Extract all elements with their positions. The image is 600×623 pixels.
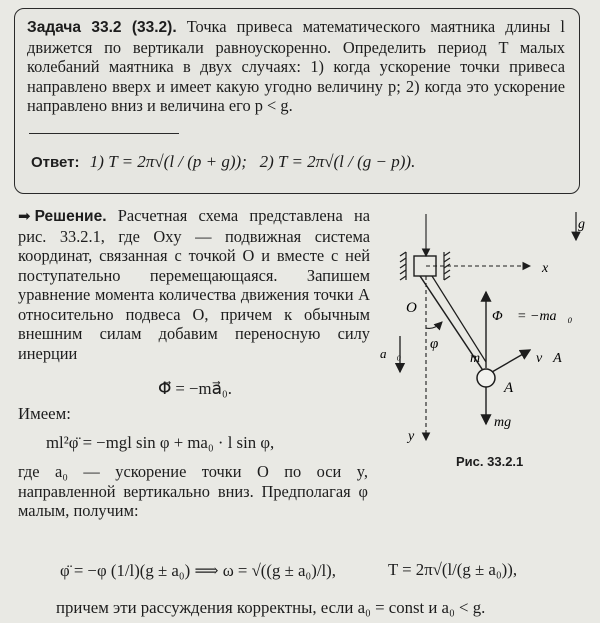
answer-case-2: 2) T = 2π√(l / (g − p)). (259, 152, 416, 171)
result-formula-omega: φ̈ = −φ (1/l)(g ± a₀) ⟹ ω = √((g ± a₀)/l), (60, 561, 336, 580)
figure-caption: Рис. 33.2.1 (456, 454, 524, 469)
pendulum-figure (380, 200, 596, 450)
weight-label: mg⃗ (494, 415, 522, 430)
moment-equation: ml²φ̈ = −mgl sin φ + ma₀ · l sin φ, (46, 433, 275, 452)
x-axis-label: x (542, 261, 549, 276)
solution-arrow-icon: ➡ (18, 207, 31, 225)
pendulum-rod-2 (432, 276, 486, 362)
where-paragraph: где a₀ — ускорение точки O по оси y, направленной вертикально вниз. Предполагая φ малым, получим: (18, 462, 368, 520)
gravity-label: g⃗ (578, 217, 596, 232)
angle-label: φ (430, 336, 439, 352)
velocity-arrow (492, 350, 530, 372)
answer-label: Ответ: (31, 154, 80, 171)
answer-case-1: 1) T = 2π√(l / (p + g)); (89, 152, 247, 171)
conclusion-text: причем эти рассуждения корректны, если a₀ = const и a₀ < g. (56, 598, 486, 617)
problem-box (14, 8, 580, 194)
point-label: A (504, 380, 514, 396)
have-label: Имеем: (18, 404, 71, 423)
result-formula-period: T = 2π√(l/(g ± a₀)), (388, 560, 518, 579)
acceleration-label: a⃗₀ (380, 346, 402, 361)
origin-label: O (406, 300, 417, 316)
problem-text: Точка привеса математического маятника длины l движется по вертикали равноускоренно. Определить период T малых колебаний маятника в двух случаях: 1) когда ускорение точки привеса направлено вверх и имеет какую угодно величину p; 2) когда это ускорение направлено вниз и величина его p < g. (27, 17, 565, 115)
mass-label: m (470, 351, 481, 366)
answer-divider (29, 133, 179, 134)
solution-intro (18, 206, 370, 363)
inertia-formula: Φ⃗ = −ma⃗₀. (158, 379, 232, 398)
solution-heading: Решение. (34, 208, 107, 225)
problem-statement (27, 17, 565, 116)
problem-title: Задача 33.2 (33.2). (27, 19, 177, 36)
velocity-label: v⃗A (536, 351, 562, 366)
y-axis-label: y (408, 429, 415, 444)
suspension-block (414, 256, 436, 276)
inertia-label: Φ⃗ = −ma⃗₀ (492, 309, 573, 324)
solution-intro-text: Расчетная схема представлена на рис. 33.2.1, где Oxy — подвижная система координат, связанная с точкой O и вместе с ней поступательно перемещающаяся. Запишем уравнение момента количества движения точки A относительно подвеса O, причем к обычным внешним силам добавим переносную силу инерции (18, 206, 370, 363)
angle-arc (426, 322, 442, 328)
answer-line (31, 142, 415, 183)
